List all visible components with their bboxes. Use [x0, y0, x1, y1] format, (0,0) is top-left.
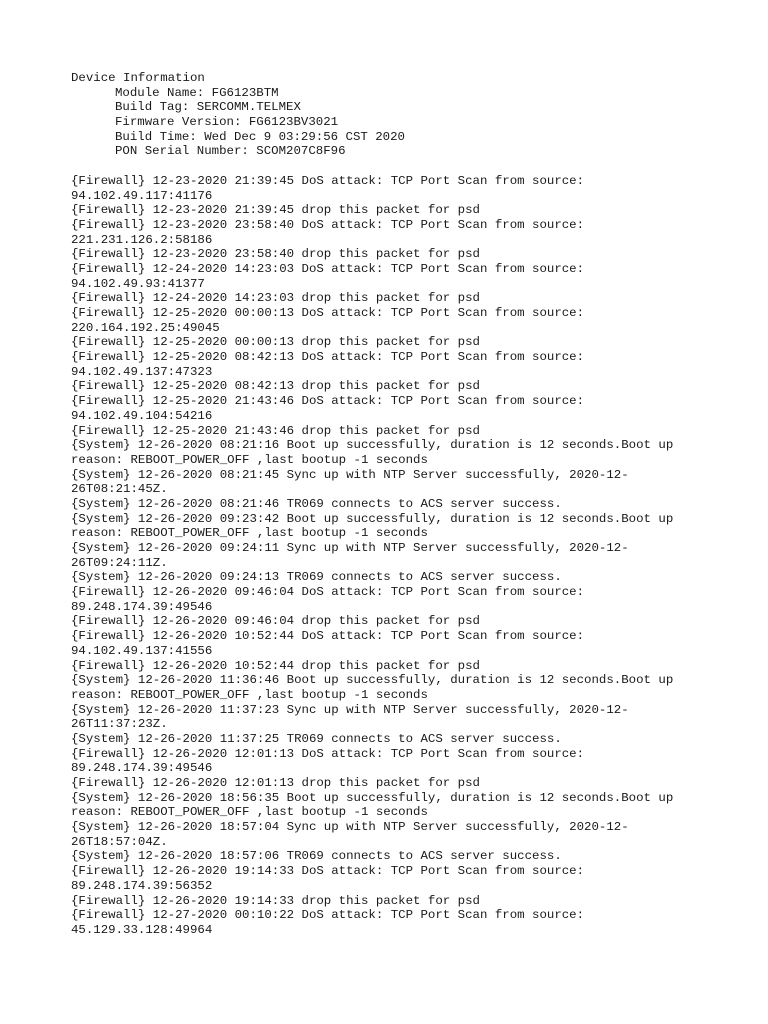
log-line: 94.102.49.93:41377 [71, 276, 205, 291]
log-line: 45.129.33.128:49964 [71, 922, 213, 937]
log-line: {Firewall} 12-27-2020 00:10:22 DoS attack: TCP Port Scan from source: [71, 908, 585, 923]
log-line: {Firewall} 12-26-2020 12:01:13 drop this packet for psd [71, 776, 480, 790]
log-line: 26T11:37:23Z. [71, 717, 168, 732]
log-line: {Firewall} 12-24-2020 14:23:03 DoS attack: TCP Port Scan from source: [71, 261, 585, 276]
log-line: 221.231.126.2:58186 [71, 232, 213, 247]
log-line: {Firewall} 12-25-2020 08:42:13 drop this packet for psd [71, 379, 480, 394]
log-document [71, 71, 731, 938]
log-line: {Firewall} 12-26-2020 09:46:04 DoS attack: TCP Port Scan from source: [71, 585, 585, 600]
section-spacer [71, 159, 731, 174]
log-line: {System} 12-26-2020 09:24:13 TR069 connects to ACS server success. [71, 570, 562, 585]
log-line: {Firewall} 12-26-2020 10:52:44 drop this packet for psd [71, 658, 480, 673]
log-line: {System} 12-26-2020 11:36:46 Boot up successfully, duration is 12 seconds.Boot up [71, 673, 674, 688]
log-line: {System} 12-26-2020 08:21:45 Sync up with NTP Server successfully, 2020-12- [71, 467, 629, 482]
log-line: {System} 12-26-2020 08:21:46 TR069 connects to ACS server success. [71, 496, 562, 511]
log-line: {Firewall} 12-26-2020 12:01:13 DoS attack: TCP Port Scan from source: [71, 746, 585, 761]
log-line: 26T08:21:45Z. [71, 482, 168, 497]
firmware-version: Firmware Version: FG6123BV3021 [115, 115, 339, 130]
log-line: {System} 12-26-2020 09:24:11 Sync up with NTP Server successfully, 2020-12- [71, 541, 629, 555]
log-line: {System} 12-26-2020 11:37:23 Sync up with NTP Server successfully, 2020-12- [71, 702, 629, 717]
log-line: {System} 12-26-2020 18:57:06 TR069 connects to ACS server success. [71, 849, 562, 864]
log-line: 94.102.49.117:41176 [71, 188, 213, 203]
event-log [71, 174, 731, 938]
log-line: 94.102.49.137:47323 [71, 364, 213, 379]
log-line: {Firewall} 12-23-2020 23:58:40 DoS attack: TCP Port Scan from source: [71, 217, 585, 232]
log-line: {Firewall} 12-25-2020 00:00:13 drop this packet for psd [71, 335, 480, 350]
log-line: {Firewall} 12-23-2020 21:39:45 drop this packet for psd [71, 203, 480, 218]
log-line: {System} 12-26-2020 11:37:25 TR069 connects to ACS server success. [71, 731, 562, 746]
device-information-heading: Device Information [71, 71, 205, 85]
module-name: Module Name: FG6123BTM [115, 85, 279, 100]
log-line: 94.102.49.137:41556 [71, 643, 213, 658]
log-line: reason: REBOOT_POWER_OFF ,last bootup -1 seconds [71, 526, 428, 541]
log-line: {System} 12-26-2020 09:23:42 Boot up successfully, duration is 12 seconds.Boot up [71, 511, 674, 526]
build-tag: Build Tag: SERCOMM.TELMEX [115, 100, 301, 115]
log-line: {Firewall} 12-26-2020 19:14:33 DoS attack: TCP Port Scan from source: [71, 864, 585, 879]
log-line: {Firewall} 12-24-2020 14:23:03 drop this packet for psd [71, 291, 480, 306]
device-information-section [71, 71, 731, 159]
log-line: {System} 12-26-2020 18:57:04 Sync up with NTP Server successfully, 2020-12- [71, 820, 629, 835]
log-line: {System} 12-26-2020 18:56:35 Boot up successfully, duration is 12 seconds.Boot up [71, 790, 674, 805]
log-line: {Firewall} 12-26-2020 19:14:33 drop this packet for psd [71, 893, 480, 908]
log-line: {Firewall} 12-23-2020 21:39:45 DoS attack: TCP Port Scan from source: [71, 173, 585, 188]
log-line: {Firewall} 12-25-2020 21:43:46 DoS attack: TCP Port Scan from source: [71, 394, 585, 409]
log-line: {Firewall} 12-26-2020 10:52:44 DoS attack: TCP Port Scan from source: [71, 629, 585, 644]
log-line: reason: REBOOT_POWER_OFF ,last bootup -1 seconds [71, 452, 428, 467]
log-line: {Firewall} 12-25-2020 00:00:13 DoS attack: TCP Port Scan from source: [71, 306, 585, 320]
log-line: 94.102.49.104:54216 [71, 408, 213, 423]
log-line: reason: REBOOT_POWER_OFF ,last bootup -1 seconds [71, 687, 428, 702]
pon-serial-number: PON Serial Number: SCOM207C8F96 [115, 144, 346, 159]
log-line: {Firewall} 12-23-2020 23:58:40 drop this packet for psd [71, 247, 480, 262]
log-line: {Firewall} 12-25-2020 08:42:13 DoS attack: TCP Port Scan from source: [71, 350, 585, 365]
log-line: 26T09:24:11Z. [71, 555, 168, 570]
log-line: reason: REBOOT_POWER_OFF ,last bootup -1 seconds [71, 805, 428, 820]
log-line: {Firewall} 12-26-2020 09:46:04 drop this packet for psd [71, 614, 480, 629]
log-line: 220.164.192.25:49045 [71, 320, 220, 335]
log-line: {Firewall} 12-25-2020 21:43:46 drop this packet for psd [71, 423, 480, 438]
build-time: Build Time: Wed Dec 9 03:29:56 CST 2020 [115, 129, 405, 144]
log-line: 89.248.174.39:49546 [71, 761, 213, 776]
log-line: 89.248.174.39:56352 [71, 878, 213, 893]
log-line: {System} 12-26-2020 08:21:16 Boot up successfully, duration is 12 seconds.Boot up [71, 438, 674, 453]
log-line: 89.248.174.39:49546 [71, 599, 213, 614]
log-line: 26T18:57:04Z. [71, 834, 168, 849]
